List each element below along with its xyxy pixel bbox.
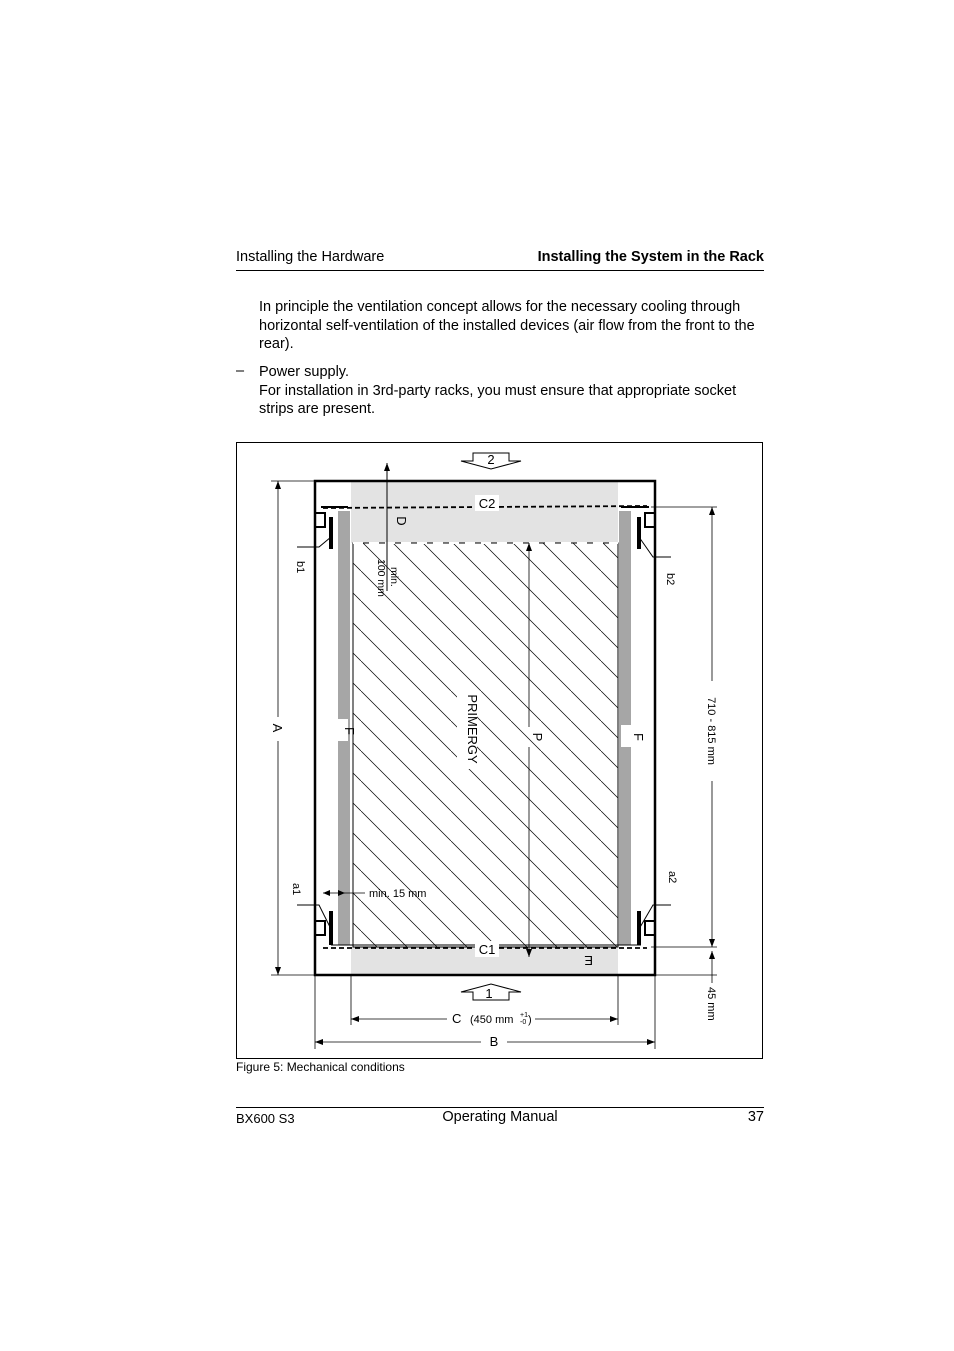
running-header-chapter: Installing the Hardware (236, 249, 385, 265)
footer-doc-type: Operating Manual (442, 1109, 558, 1125)
left-bottom-bracket (315, 911, 331, 945)
a1-label: a1 (290, 883, 302, 896)
e-label: E (584, 953, 593, 968)
header-rule (236, 270, 764, 271)
rear-clearance-zone (351, 481, 618, 543)
page-number: 37 (747, 1109, 764, 1125)
power-supply-title: Power supply. (259, 364, 349, 380)
arrow-2-label: 2 (487, 452, 495, 467)
a-label: A (270, 723, 285, 733)
f-left-label: F (342, 727, 357, 735)
b-label: B (489, 1034, 499, 1049)
footer-rule (236, 1107, 764, 1108)
arrow-1-label: 1 (485, 986, 493, 1001)
d-label: D (394, 516, 409, 526)
c-dimension-value: (450 mm (470, 1014, 514, 1026)
footer-product: BX600 S3 (236, 1111, 295, 1126)
ventilation-paragraph: In principle the ventilation concept allows for the necessary cooling through horizontal self-ventilation of the installed devices (air flow from the front to the rear). (259, 299, 755, 352)
primergy-label: PRIMERGY (465, 694, 480, 764)
c-tolerance-minus: -0 (520, 1019, 527, 1026)
device-area (353, 543, 618, 947)
c-label: C (452, 1011, 462, 1026)
rack-diagram (237, 443, 764, 1060)
b1-label: b1 (294, 561, 306, 574)
power-supply-text: For installation in 3rd-party racks, you must ensure that appropriate socket strips are present. (259, 382, 737, 417)
bullet-dash: – (236, 363, 245, 379)
c2-label: C2 (478, 496, 496, 511)
min-100mm-line2: 100 mm (375, 559, 387, 597)
b2-label: b2 (664, 573, 676, 586)
p-label: P (530, 732, 545, 742)
c-tolerance-plus: +1 (520, 1012, 528, 1019)
45mm-label: 45 mm (705, 987, 717, 1021)
f-right-label: F (631, 733, 646, 741)
figure-caption: Figure 5: Mechanical conditions (236, 1060, 405, 1074)
min-100mm-line1: min. (388, 567, 400, 587)
mechanical-conditions-figure (236, 442, 763, 1059)
a2-label: a2 (666, 871, 678, 884)
range-label: 710 - 815 mm (705, 697, 717, 765)
power-supply-item (259, 363, 769, 419)
min-15mm-label: min. 15 mm (369, 888, 427, 900)
running-header-section: Installing the System in the Rack (537, 249, 764, 265)
c1-label: C1 (478, 942, 496, 957)
c-dimension-close: ) (528, 1014, 532, 1026)
